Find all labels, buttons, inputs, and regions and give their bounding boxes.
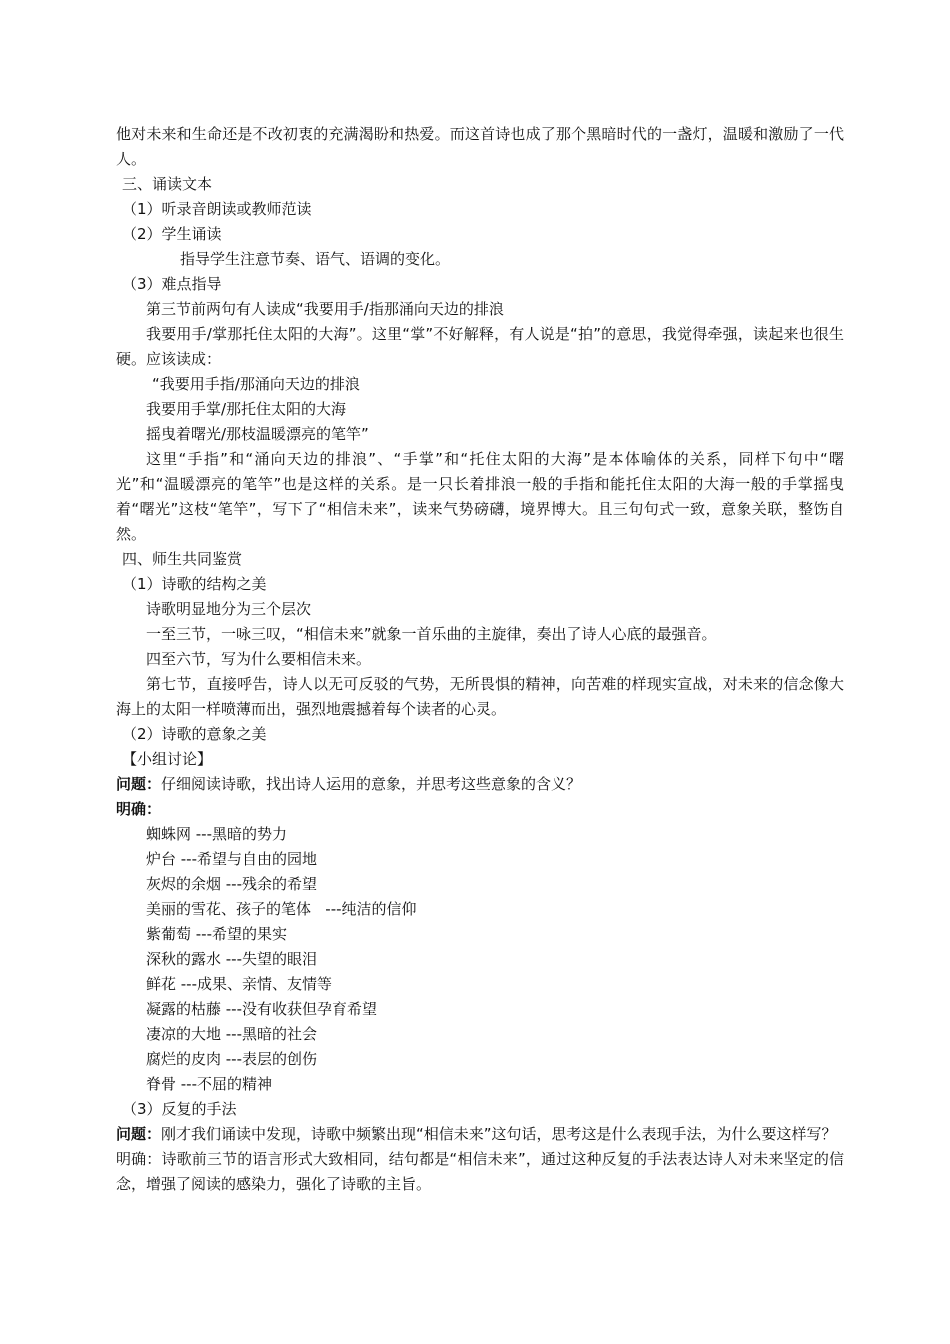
paragraph: 三、诵读文本 xyxy=(122,175,213,193)
imagery-list xyxy=(116,822,844,1097)
question-label: 问题： xyxy=(116,775,162,793)
imagery-item: 鲜花 ---成果、亲情、友情等 xyxy=(146,975,333,993)
paragraph: 【小组讨论】 xyxy=(122,750,213,768)
paragraph: （1）听录音朗读或教师范读 xyxy=(122,200,312,218)
paragraph: （3）难点指导 xyxy=(122,275,222,293)
paragraph: 我要用手/掌那托住太阳的大海”。这里“掌”不好解释，有人说是“拍”的意思，我觉得牵强，读起来也很生硬。应该读成： xyxy=(116,325,844,368)
paragraph: 指导学生注意节奏、语气、语调的变化。 xyxy=(180,250,451,268)
paragraph: 诗歌明显地分为三个层次 xyxy=(146,600,312,618)
imagery-item: 深秋的露水 ---失望的眼泪 xyxy=(146,950,318,968)
imagery-item: 灰烬的余烟 ---残余的希望 xyxy=(146,875,318,893)
imagery-item: 凄凉的大地 ---黑暗的社会 xyxy=(146,1025,318,1043)
paragraph: 第七节，直接呼告，诗人以无可反驳的气势，无所畏惧的精神，向苦难的样现实宣战，对未来的信念像大海上的太阳一样喷薄而出，强烈地震撼着每个读者的心灵。 xyxy=(116,675,844,718)
paragraph: （2）诗歌的意象之美 xyxy=(122,725,267,743)
imagery-item: 腐烂的皮肉 ---表层的创伤 xyxy=(146,1050,318,1068)
body-paragraphs xyxy=(116,122,844,772)
imagery-item: 美丽的雪花、孩子的笔体 ---纯洁的信仰 xyxy=(146,900,417,918)
question-label: 问题： xyxy=(116,1125,162,1143)
question-text: 刚才我们诵读中发现，诗歌中频繁出现“相信未来”这句话，思考这是什么表现手法，为什么要这样写？ xyxy=(161,1125,837,1143)
paragraph: 我要用手掌/那托住太阳的大海 xyxy=(146,400,347,418)
paragraph: “我要用手指/那涌向天边的排浪 xyxy=(152,375,360,393)
document-page xyxy=(116,122,844,1197)
paragraph: 四至六节，写为什么要相信未来。 xyxy=(146,650,372,668)
paragraph: （1）诗歌的结构之美 xyxy=(122,575,267,593)
question-1 xyxy=(116,772,844,797)
paragraph: 四、师生共同鉴赏 xyxy=(122,550,243,568)
paragraph: 这里“手指”和“涌向天边的排浪”、“手掌”和“托住太阳的大海”是本体喻体的关系，同样下句中“曙光”和“温暖漂亮的笔竿”也是这样的关系。是一只长着排浪一般的手指和能托住太阳的大海一般的手掌摇曳着“曙光”这枝“笔竿”，写下了“相信未来”，读来气势磅礴，境界博大。且三句句式一致，意象关联，整饬自然。 xyxy=(116,450,844,543)
paragraph: 他对未来和生命还是不改初衷的充满渴盼和热爱。而这首诗也成了那个黑暗时代的一盏灯，温暖和激励了一代人。 xyxy=(116,125,844,168)
paragraph: 摇曳着曙光/那枝温暖漂亮的笔竿” xyxy=(146,425,369,443)
paragraph: 一至三节，一咏三叹，“相信未来”就象一首乐曲的主旋律，奏出了诗人心底的最强音。 xyxy=(146,625,717,643)
imagery-item: 紫葡萄 ---希望的果实 xyxy=(146,925,288,943)
imagery-item: 蜘蛛网 ---黑暗的势力 xyxy=(146,825,288,843)
imagery-item: 凝露的枯藤 ---没有收获但孕育希望 xyxy=(146,1000,378,1018)
paragraph: （2）学生诵读 xyxy=(122,225,222,243)
answer-2: 明确：诗歌前三节的语言形式大致相同，结句都是“相信未来”，通过这种反复的手法表达诗人对未来坚定的信念，增强了阅读的感染力，强化了诗歌的主旨。 xyxy=(116,1150,844,1193)
answer-label: 明确： xyxy=(116,800,162,818)
imagery-item: 炉台 ---希望与自由的园地 xyxy=(146,850,318,868)
question-2 xyxy=(116,1122,844,1147)
question-text: 仔细阅读诗歌，找出诗人运用的意象，并思考这些意象的含义？ xyxy=(161,775,582,793)
section-heading: （3）反复的手法 xyxy=(122,1100,237,1118)
paragraph: 第三节前两句有人读成“我要用手/指那涌向天边的排浪 xyxy=(146,300,504,318)
imagery-item: 脊骨 ---不屈的精神 xyxy=(146,1075,273,1093)
